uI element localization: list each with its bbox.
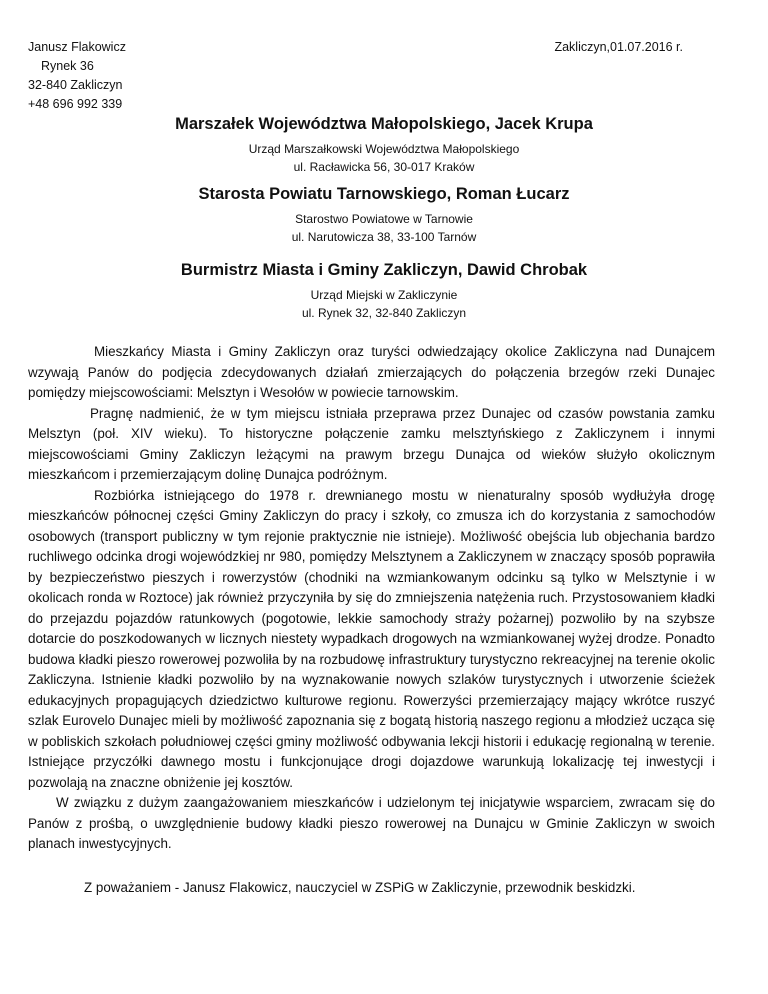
letter-body: [28, 342, 715, 855]
body-paragraph: Pragnę nadmienić, że w tym miejscu istniała przeprawa przez Dunajec od czasów powstania zamku Melsztyn (poł. XIV wieku). To historyczne połączenie zamku melsztyńskiego z Zakliczynem i innymi miejscowościami Gminy Zakliczyn leżącymi na prawym brzegu Dunajca od wieków służyło okolicznym mieszkańcom i przemierzającym dolinę Dunajca podróżnym.: [28, 405, 715, 482]
recipient-starosta: [0, 183, 768, 246]
closing-signature: Z poważaniem - Janusz Flakowicz, nauczyciel w ZSPiG w Zakliczynie, przewodnik beskidzki.: [84, 880, 636, 895]
body-paragraph: Rozbiórka istniejącego do 1978 r. drewnianego mostu w nienaturalny sposób wydłużyła drogę mieszkańców północnej części Gminy Zakliczyn do pracy i szkoły, co zmusza ich do korzystania z samochodów osobowych (transport publiczny w tym rejonie praktycznie nie istnieje). Możliwość obejścia lub objechania bardzo ruchliwego odcinka drogi wojewódzkiej nr 980, pomiędzy Melsztynem a Zakliczynem w znaczący sposób poprawiła by bezpieczeństwo pieszych i rowerzystów (chodniki na wzmiankowanym odcinku są tylko w Melsztynie i w okolicach ronda w Roztoce) jak również przyczyniła by się do zmniejszenia natężenia ruch. Przystosowaniem kładki do przejazdu pojazdów ratunkowych (pogotowie, lekkie samochody straży pożarnej) pozwoliło by na szybsze dotarcie do poszkodowanych w licznych niestety wypadkach drogowych na wzmiankowanej wyżej drodze. Ponadto budowa kładki pieszo rowerowej pozwoliła by na rozbudowę infrastruktury turystyczno rekreacyjnej na terenie okolic Zakliczyna. Istnienie kładki pozwoliło by na wyznakowanie nowych szlaków turystycznych i utworzenie ścieżek edukacyjnych propagujących dziedzictwo kulturowe regionu. Rowerzyści przemierzający mający wkrótce ruszyć szlak Eurovelo Dunajec mieli by możliwość zapoznania się z bogatą historią naszego regionu a młodzież ucząca się w pobliskich szkołach południowej części gminy możliwość odbywania lekcji historii i edukację regionalną w terenie. Istniejące przyczółki dawnego mostu i funkcjonujące drogi dojazdowe warunkują lokalizację tej inwestycji i pozwolają na znaczne obniżenie jej kosztów.: [28, 487, 715, 790]
recipient-office: Urząd Miejski w Zakliczynie: [310, 288, 458, 302]
recipient-name: Burmistrz Miasta i Gminy Zakliczyn, Dawid Chrobak: [180, 261, 588, 279]
recipient-mayor: [0, 259, 768, 322]
sender-name: Janusz Flakowicz: [28, 40, 126, 54]
recipient-office: Urząd Marszałkowski Województwa Małopolskiego: [248, 142, 520, 156]
recipient-name: Starosta Powiatu Tarnowskiego, Roman Łucarz: [198, 185, 570, 203]
recipient-address: ul. Rynek 32, 32-840 Zakliczyn: [301, 306, 467, 320]
recipient-name: Marszałek Województwa Małopolskiego, Jacek Krupa: [175, 115, 593, 133]
recipient-marshal: [0, 113, 768, 176]
sender-street: Rynek 36: [41, 59, 94, 73]
letter-date: Zakliczyn,01.07.2016 r.: [554, 40, 683, 54]
sender-postal: 32-840 Zakliczyn: [28, 78, 123, 92]
body-paragraph: Mieszkańcy Miasta i Gminy Zakliczyn oraz turyści odwiedzający okolice Zakliczyna nad Dunajcem wzywają Panów do podjęcia zdecydowanych działań zmierzających do połączenia brzegów rzeki Dunajec pomiędzy miejscowościami: Melsztyn i Wesołów w powiecie tarnowskim.: [28, 344, 715, 400]
recipient-address: ul. Racławicka 56, 30-017 Kraków: [293, 160, 475, 174]
sender-block: [28, 38, 126, 114]
sender-phone: +48 696 992 339: [28, 97, 123, 111]
recipient-address: ul. Narutowicza 38, 33-100 Tarnów: [291, 230, 477, 244]
recipient-office: Starostwo Powiatowe w Tarnowie: [295, 212, 473, 226]
body-paragraph: W związku z dużym zaangażowaniem mieszkańców i udzielonym tej inicjatywie wsparciem, zwracam się do Panów z prośbą, o uwzględnienie budowy kładki pieszo rowerowej na Dunajcu w Gminie Zakliczyn w swoich planach inwestycyjnych.: [28, 795, 715, 851]
